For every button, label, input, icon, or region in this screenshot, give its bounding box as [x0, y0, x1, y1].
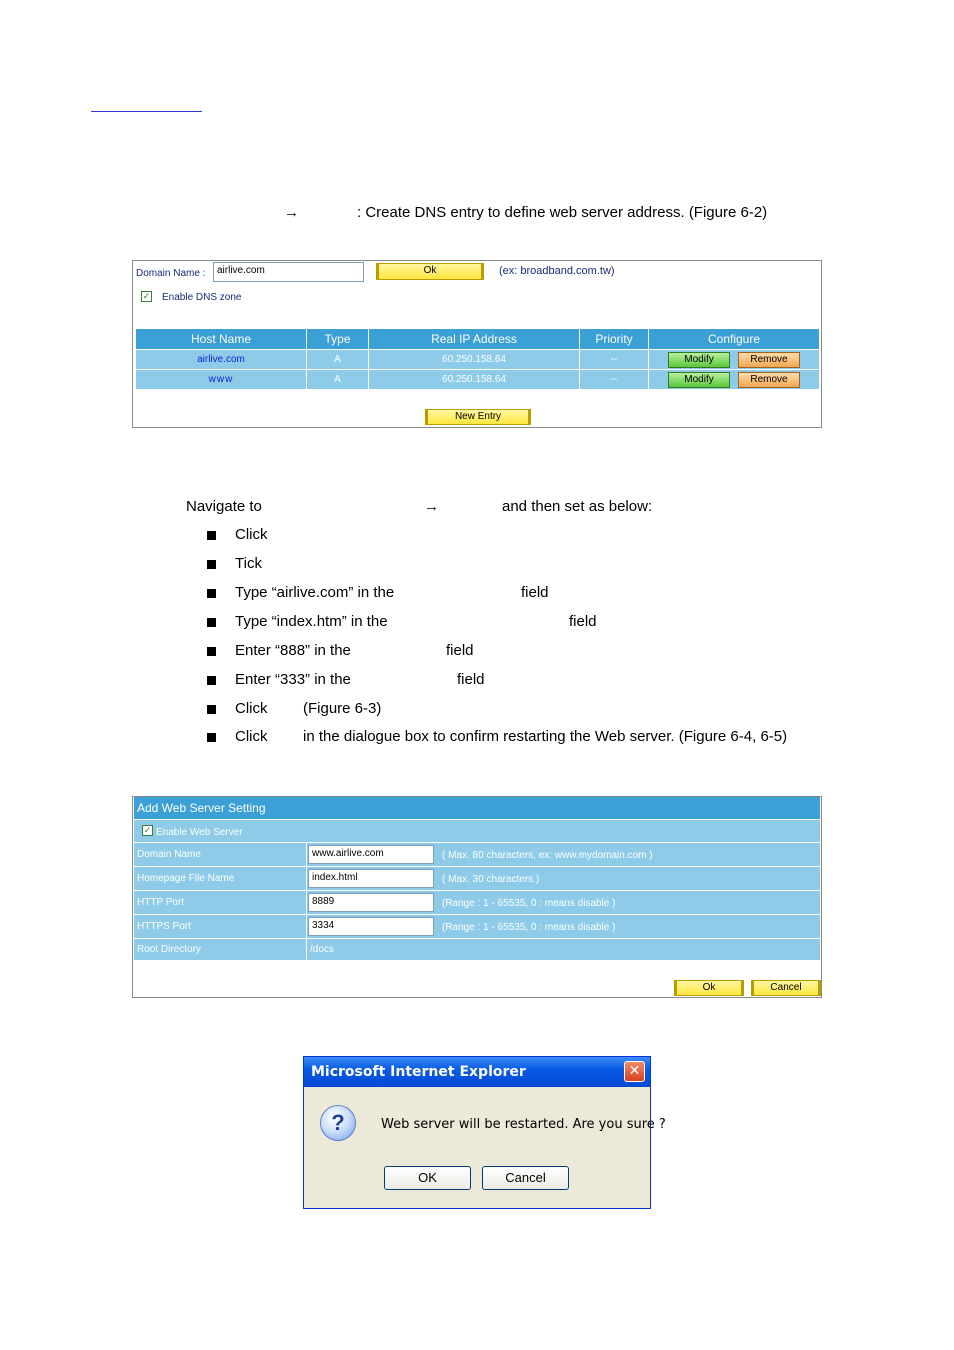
header-real-ip: Real IP Address [369, 329, 580, 350]
then-set-text: and then set as below: [502, 498, 653, 515]
bullet-square-icon [207, 618, 216, 627]
web-server-ok-button[interactable]: Ok [674, 980, 744, 996]
new-entry-button[interactable]: New Entry [425, 409, 531, 425]
host-name-cell: www [136, 370, 307, 390]
navigate-to-text: Navigate to [186, 498, 262, 515]
dialog-title: Microsoft Internet Explorer [311, 1064, 526, 1080]
step-1-text: Click [235, 526, 268, 543]
step-4-text: Type “index.htm” in the [235, 613, 388, 630]
enable-web-server-label: Enable Web Server [156, 827, 243, 838]
configure-cell [649, 370, 820, 390]
dialog-ok-button[interactable]: OK [384, 1166, 471, 1190]
bullet-square-icon [207, 705, 216, 714]
bullet-square-icon [207, 560, 216, 569]
web-server-settings-title: Add Web Server Setting [134, 797, 820, 819]
configure-cell [649, 350, 820, 370]
row-divider [306, 867, 307, 890]
ip-cell: 60.250.158.64 [369, 350, 580, 370]
dns-ok-button[interactable]: Ok [376, 263, 484, 280]
type-cell: A [307, 350, 369, 370]
bullet-square-icon [207, 589, 216, 598]
https-port-input[interactable]: 3334 [308, 917, 434, 936]
homepage-file-input[interactable]: index.html [308, 869, 434, 888]
step-3-text: Type “airlive.com” in the [235, 584, 395, 601]
bullet-square-icon [207, 733, 216, 742]
section-link-underline [91, 111, 202, 112]
create-dns-instruction: : Create DNS entry to define web server address. (Figure 6-2) [357, 204, 768, 221]
row-divider [306, 891, 307, 914]
row-label: HTTPS Port [137, 921, 191, 932]
header-priority: Priority [580, 329, 649, 350]
web-server-cancel-button[interactable]: Cancel [751, 980, 821, 996]
close-icon[interactable]: ✕ [624, 1061, 645, 1082]
row-hint: ( Max. 30 characters ) [442, 874, 540, 885]
header-configure: Configure [649, 329, 820, 350]
bullet-square-icon [207, 531, 216, 540]
row-label: Domain Name [137, 849, 201, 860]
arrow-right-icon: → [424, 498, 439, 515]
modify-button[interactable]: Modify [668, 352, 730, 368]
remove-button[interactable]: Remove [738, 372, 800, 388]
step-5-field: field [446, 642, 474, 659]
row-divider [306, 939, 307, 960]
row-label: Root Directory [137, 944, 201, 955]
enable-web-server-row [134, 819, 820, 842]
enable-web-server-checkbox[interactable]: ✓ [143, 825, 152, 835]
dialog-message: Web server will be restarted. Are you sure ? [381, 1117, 666, 1132]
enable-dns-zone-label: Enable DNS zone [162, 292, 242, 303]
modify-button[interactable]: Modify [668, 372, 730, 388]
arrow-right-icon: → [284, 204, 299, 221]
table-row [136, 350, 820, 370]
domain-name-input[interactable]: airlive.com [213, 262, 364, 282]
row-hint: (Range : 1 - 65535, 0 : means disable ) [442, 898, 616, 909]
priority-cell: -- [580, 350, 649, 370]
step-8-text: Click [235, 728, 268, 745]
step-5-text: Enter “888” in the [235, 642, 351, 659]
step-7-text: Click [235, 700, 268, 717]
remove-button[interactable]: Remove [738, 352, 800, 368]
header-host-name: Host Name [136, 329, 307, 350]
step-2-text: Tick [235, 555, 262, 572]
http-port-row [134, 890, 820, 914]
step-7-figure: (Figure 6-3) [303, 700, 382, 717]
step-8-detail: in the dialogue box to confirm restarting the Web server. (Figure 6-4, 6-5) [303, 728, 788, 745]
domain-name-row [134, 842, 820, 866]
root-directory-value: /docs [310, 944, 334, 955]
step-6-field: field [457, 671, 485, 688]
root-directory-row [134, 938, 820, 960]
domain-name-label: Domain Name : [136, 268, 206, 279]
bullet-square-icon [207, 647, 216, 656]
dns-zone-panel [132, 260, 822, 428]
row-label: HTTP Port [137, 897, 185, 908]
priority-cell: -- [580, 370, 649, 390]
confirm-dialog [303, 1056, 666, 1209]
question-icon: ? [320, 1105, 356, 1141]
step-4-field: field [569, 613, 597, 630]
ip-cell: 60.250.158.64 [369, 370, 580, 390]
https-port-row [134, 914, 820, 938]
bullet-square-icon [207, 676, 216, 685]
row-divider [306, 843, 307, 866]
dns-records-table [135, 328, 820, 390]
header-type: Type [307, 329, 369, 350]
dialog-cancel-button[interactable]: Cancel [482, 1166, 569, 1190]
row-label: Homepage File Name [137, 873, 235, 884]
enable-dns-zone-checkbox[interactable]: ✓ [142, 291, 151, 301]
http-port-input[interactable]: 8889 [308, 893, 434, 912]
table-header-row [136, 329, 820, 350]
step-3-field: field [521, 584, 549, 601]
step-6-text: Enter “333” in the [235, 671, 351, 688]
row-hint: (Range : 1 - 65535, 0 : means disable ) [442, 922, 616, 933]
host-name-cell: airlive.com [136, 350, 307, 370]
dialog-title-bar [304, 1057, 650, 1087]
homepage-file-row [134, 866, 820, 890]
table-row [136, 370, 820, 390]
type-cell: A [307, 370, 369, 390]
row-hint: ( Max. 80 characters, ex: www.mydomain.com ) [442, 850, 653, 861]
web-server-settings-panel [132, 796, 822, 998]
row-divider [306, 915, 307, 938]
domain-example-text: (ex: broadband.com.tw) [499, 265, 615, 277]
web-domain-input[interactable]: www.airlive.com [308, 845, 434, 864]
